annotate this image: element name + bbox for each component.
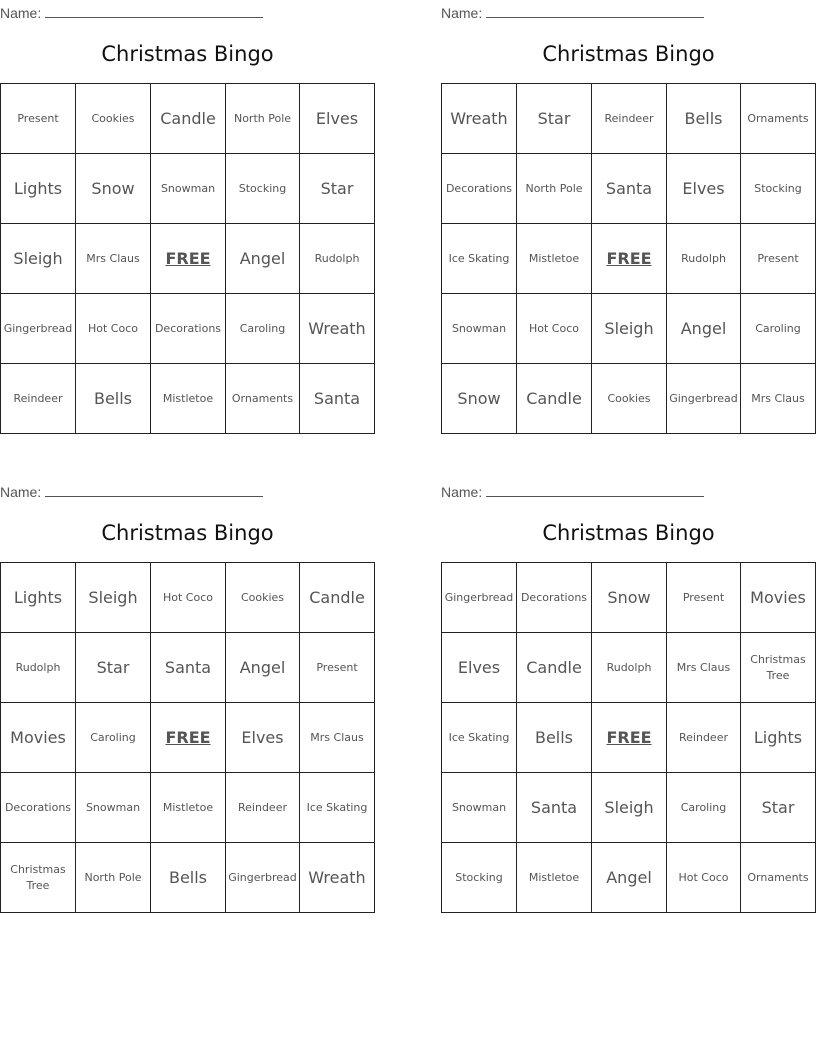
bingo-cell: Sleigh [76, 563, 151, 633]
bingo-cell: Snowman [151, 154, 226, 224]
bingo-cell: Hot Coco [667, 843, 741, 913]
bingo-cell: Santa [300, 364, 375, 434]
bingo-cell: Gingerbread [1, 294, 76, 364]
name-label: Name: [441, 5, 483, 21]
bingo-cell: Candle [517, 633, 592, 703]
name-label: Name: [0, 5, 42, 21]
bingo-cell: Lights [1, 563, 76, 633]
bingo-cell: Caroling [76, 703, 151, 773]
bingo-cell: Bells [667, 84, 741, 154]
bingo-cell: Elves [442, 633, 517, 703]
bingo-cell: Present [667, 563, 741, 633]
bingo-cell: Elves [667, 154, 741, 224]
bingo-cell: Reindeer [667, 703, 741, 773]
bingo-cell: Candle [151, 84, 226, 154]
bingo-cell: Santa [517, 773, 592, 843]
bingo-cell: Decorations [517, 563, 592, 633]
bingo-grid [0, 562, 375, 913]
bingo-cell: Reindeer [226, 773, 300, 843]
bingo-cell: Present [741, 224, 816, 294]
bingo-cell: Gingerbread [442, 563, 517, 633]
bingo-cell: Ornaments [741, 84, 816, 154]
bingo-cell: Caroling [226, 294, 300, 364]
bingo-cell: Mrs Claus [300, 703, 375, 773]
bingo-cell: Star [300, 154, 375, 224]
bingo-cell: Mistletoe [151, 773, 226, 843]
bingo-cell: Ice Skating [442, 703, 517, 773]
bingo-cell: Snowman [442, 294, 517, 364]
bingo-cell: Candle [517, 364, 592, 434]
bingo-cell: Present [300, 633, 375, 703]
bingo-cell: Snowman [76, 773, 151, 843]
free-space-cell: FREE [151, 703, 226, 773]
bingo-card-3 [0, 479, 375, 919]
bingo-cell: Snow [76, 154, 151, 224]
bingo-cell: Angel [226, 224, 300, 294]
bingo-cell: Santa [592, 154, 667, 224]
bingo-cell: Decorations [151, 294, 226, 364]
bingo-cell: Stocking [442, 843, 517, 913]
name-line [441, 3, 704, 19]
name-line [441, 482, 704, 498]
bingo-cell: North Pole [517, 154, 592, 224]
bingo-cell: Present [1, 84, 76, 154]
name-blank [486, 482, 704, 497]
bingo-grid [0, 83, 375, 434]
bingo-cell: Snowman [442, 773, 517, 843]
bingo-cell: Snow [442, 364, 517, 434]
bingo-cell: Snow [592, 563, 667, 633]
bingo-cell: Christmas Tree [1, 843, 76, 913]
card-title: Christmas Bingo [101, 42, 274, 66]
card-title: Christmas Bingo [542, 521, 715, 545]
bingo-cell: Christmas Tree [741, 633, 816, 703]
bingo-cell: Mistletoe [517, 843, 592, 913]
name-label: Name: [0, 484, 42, 500]
bingo-cell: Rudolph [300, 224, 375, 294]
bingo-cell: Star [517, 84, 592, 154]
bingo-cell: Santa [151, 633, 226, 703]
name-label: Name: [441, 484, 483, 500]
bingo-cell: Elves [226, 703, 300, 773]
bingo-cell: Hot Coco [76, 294, 151, 364]
bingo-cell: Bells [517, 703, 592, 773]
bingo-cell: Sleigh [1, 224, 76, 294]
card-title: Christmas Bingo [542, 42, 715, 66]
bingo-cell: Rudolph [1, 633, 76, 703]
bingo-cell: Ornaments [741, 843, 816, 913]
bingo-cell: Elves [300, 84, 375, 154]
bingo-cell: Wreath [300, 294, 375, 364]
bingo-cell: Star [741, 773, 816, 843]
bingo-card-1 [0, 0, 375, 440]
bingo-cell: Movies [1, 703, 76, 773]
name-blank [45, 3, 263, 18]
bingo-cell: Cookies [76, 84, 151, 154]
name-line [0, 3, 263, 19]
bingo-cell: Stocking [226, 154, 300, 224]
bingo-cell: North Pole [226, 84, 300, 154]
bingo-cell: Ice Skating [300, 773, 375, 843]
bingo-cell: Lights [741, 703, 816, 773]
name-line [0, 482, 263, 498]
bingo-grid [441, 83, 816, 434]
bingo-cell: Reindeer [1, 364, 76, 434]
bingo-cell: Reindeer [592, 84, 667, 154]
bingo-cell: Decorations [442, 154, 517, 224]
bingo-cell: Lights [1, 154, 76, 224]
bingo-cell: Rudolph [667, 224, 741, 294]
bingo-cell: Gingerbread [226, 843, 300, 913]
bingo-cell: Mrs Claus [667, 633, 741, 703]
bingo-cell: Caroling [741, 294, 816, 364]
bingo-cell: Sleigh [592, 294, 667, 364]
bingo-grid [441, 562, 816, 913]
bingo-cell: Caroling [667, 773, 741, 843]
bingo-cell: Angel [226, 633, 300, 703]
bingo-cell: Cookies [592, 364, 667, 434]
bingo-cell: Cookies [226, 563, 300, 633]
bingo-cell: Hot Coco [517, 294, 592, 364]
bingo-cell: Hot Coco [151, 563, 226, 633]
bingo-cell: Stocking [741, 154, 816, 224]
bingo-cell: Decorations [1, 773, 76, 843]
name-blank [486, 3, 704, 18]
bingo-cell: Angel [592, 843, 667, 913]
bingo-cell: Bells [76, 364, 151, 434]
bingo-cell: Wreath [300, 843, 375, 913]
bingo-cell: Mistletoe [517, 224, 592, 294]
bingo-cell: Wreath [442, 84, 517, 154]
bingo-cell: Rudolph [592, 633, 667, 703]
bingo-cell: Bells [151, 843, 226, 913]
bingo-cell: Star [76, 633, 151, 703]
bingo-card-4 [441, 479, 816, 919]
bingo-card-2 [441, 0, 816, 440]
bingo-cell: Angel [667, 294, 741, 364]
bingo-cell: Candle [300, 563, 375, 633]
bingo-cell: Ice Skating [442, 224, 517, 294]
bingo-cell: Sleigh [592, 773, 667, 843]
card-title: Christmas Bingo [101, 521, 274, 545]
free-space-cell: FREE [592, 224, 667, 294]
bingo-cell: Mrs Claus [76, 224, 151, 294]
bingo-cell: Movies [741, 563, 816, 633]
bingo-cell: Ornaments [226, 364, 300, 434]
free-space-cell: FREE [151, 224, 226, 294]
bingo-cell: Gingerbread [667, 364, 741, 434]
name-blank [45, 482, 263, 497]
free-space-cell: FREE [592, 703, 667, 773]
bingo-cell: Mrs Claus [741, 364, 816, 434]
bingo-cell: North Pole [76, 843, 151, 913]
bingo-cell: Mistletoe [151, 364, 226, 434]
